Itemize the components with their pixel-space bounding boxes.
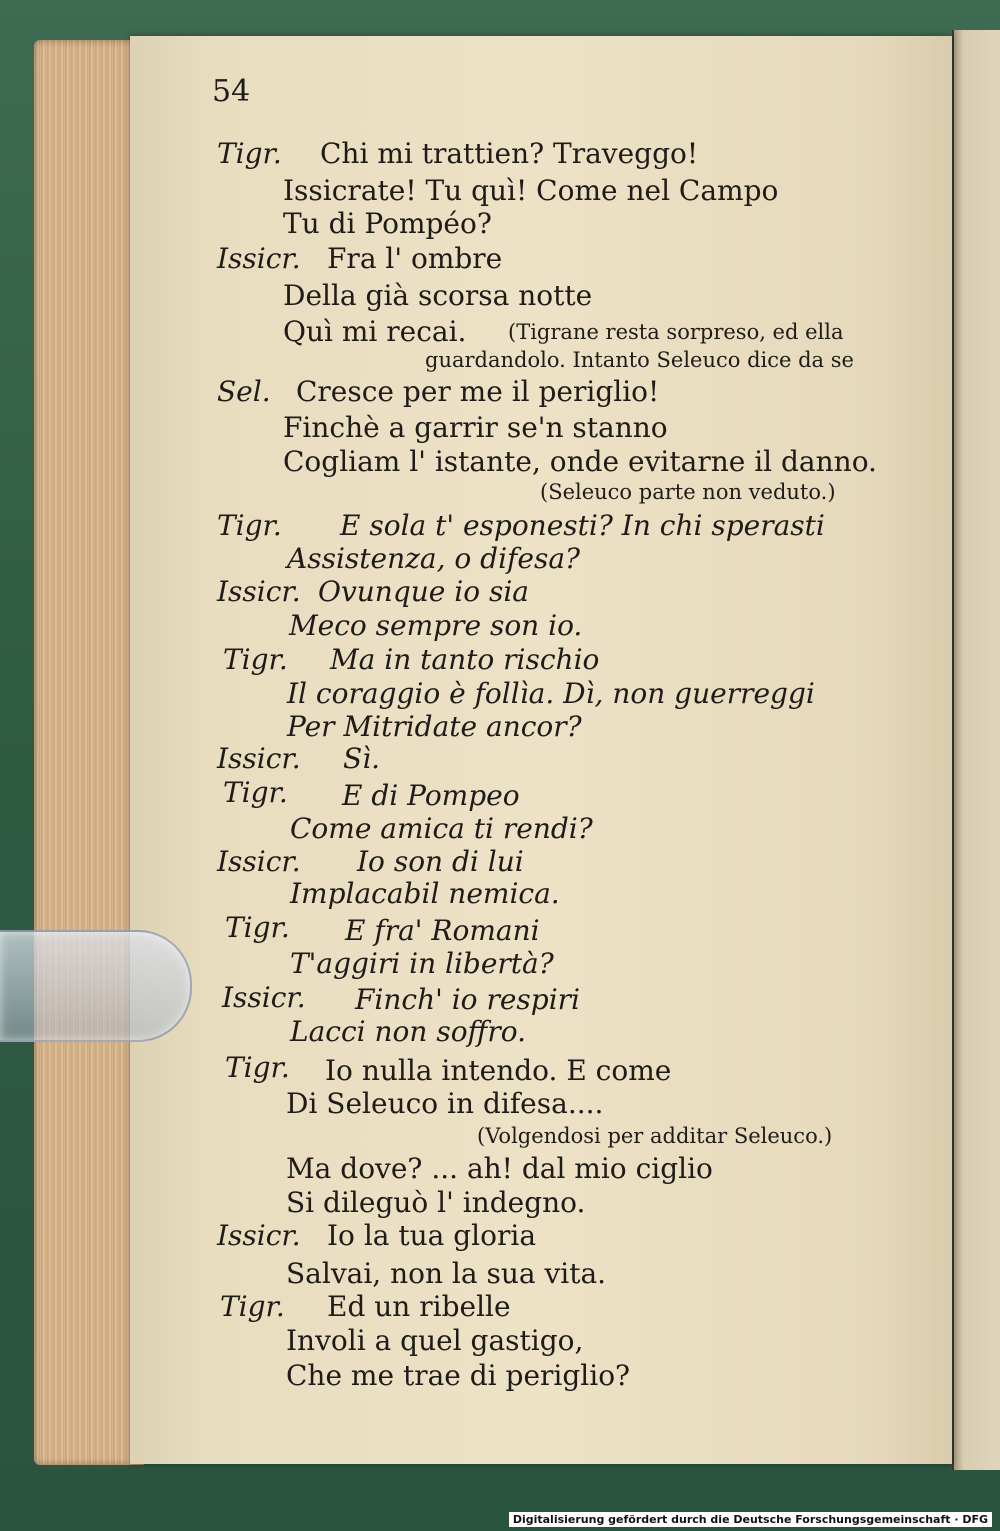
stage-direction: (Seleuco parte non veduto.) (540, 480, 836, 504)
verse-line: Il coraggio è follìa. Dì, non guerreggi (287, 677, 815, 710)
verse-line: Issicrate! Tu quì! Come nel Campo (283, 174, 779, 207)
verse-line: Io son di lui (357, 845, 524, 878)
speaker: Tigr. (225, 911, 290, 944)
verse-line: Involi a quel gastigo, (286, 1324, 584, 1357)
verse-line: T'aggiri in libertà? (290, 947, 554, 980)
verse-line: E fra' Romani (345, 914, 540, 947)
verse-line: Cresce per me il periglio! (296, 375, 660, 408)
stage-direction: (Tigrane resta sorpreso, ed ella (508, 320, 844, 344)
verse-line: Chi mi trattien? Traveggo! (320, 137, 699, 170)
verse-line: Fra l' ombre (327, 242, 503, 275)
speaker: Tigr. (217, 137, 282, 170)
speaker: Issicr. (217, 845, 301, 878)
verse-line: Ma in tanto rischio (330, 643, 600, 676)
speaker: Tigr. (217, 509, 282, 542)
facing-page (952, 30, 1000, 1470)
verse-line: Cogliam l' istante, onde evitarne il danno. (283, 445, 877, 478)
speaker: Issicr. (217, 242, 301, 275)
funding-footer: Digitalisierung gefördert durch die Deutsche Forschungsgemeinschaft · DFG (509, 1512, 992, 1527)
verse-line: Io la tua gloria (327, 1219, 537, 1252)
verse-line: Assistenza, o difesa? (287, 542, 581, 575)
verse-line: Meco sempre son io. (289, 609, 583, 642)
verse-line: Finchè a garrir se'n stanno (283, 411, 668, 444)
verse-line: Ed un ribelle (327, 1290, 511, 1323)
verse-line: Sì. (343, 742, 381, 775)
verse-line: Lacci non soffro. (290, 1015, 527, 1048)
verse-line: Tu di Pompéo? (283, 207, 492, 240)
verse-line: Come amica ti rendi? (290, 812, 593, 845)
verse-line: Salvai, non la sua vita. (286, 1257, 607, 1290)
verse-line: Implacabil nemica. (290, 877, 560, 910)
speaker: Issicr. (217, 575, 301, 608)
verse-line: Si dileguò l' indegno. (286, 1186, 586, 1219)
stage-direction: (Volgendosi per additar Seleuco.) (477, 1124, 833, 1148)
speaker: Issicr. (217, 742, 301, 775)
speaker: Issicr. (222, 981, 306, 1014)
verse-line: Finch' io respiri (355, 983, 580, 1016)
speaker: Tigr. (223, 776, 288, 809)
stage-direction: guardandolo. Intanto Seleuco dice da se (425, 348, 854, 372)
verse-line: Della già scorsa notte (283, 279, 593, 312)
verse-line: Di Seleuco in difesa.... (286, 1087, 604, 1120)
speaker: Issicr. (217, 1219, 301, 1252)
verse-line: E di Pompeo (342, 779, 520, 812)
speaker: Sel. (217, 375, 271, 408)
glass-page-clip (0, 930, 192, 1042)
speaker: Tigr. (220, 1290, 285, 1323)
page-block-edges (34, 40, 144, 1465)
verse-line: Quì mi recai. (283, 315, 467, 348)
verse-line: Per Mitridate ancor? (287, 710, 582, 743)
verse-line: Ma dove? ... ah! dal mio ciglio (286, 1152, 713, 1185)
verse-line: Ovunque io sia (318, 575, 529, 608)
verse-line: E sola t' esponesti? In chi sperasti (340, 509, 825, 542)
speaker: Tigr. (223, 643, 288, 676)
speaker: Tigr. (225, 1051, 290, 1084)
page-number: 54 (212, 74, 251, 109)
verse-line: Io nulla intendo. E come (325, 1054, 672, 1087)
verse-line: Che me trae di periglio? (286, 1359, 631, 1392)
